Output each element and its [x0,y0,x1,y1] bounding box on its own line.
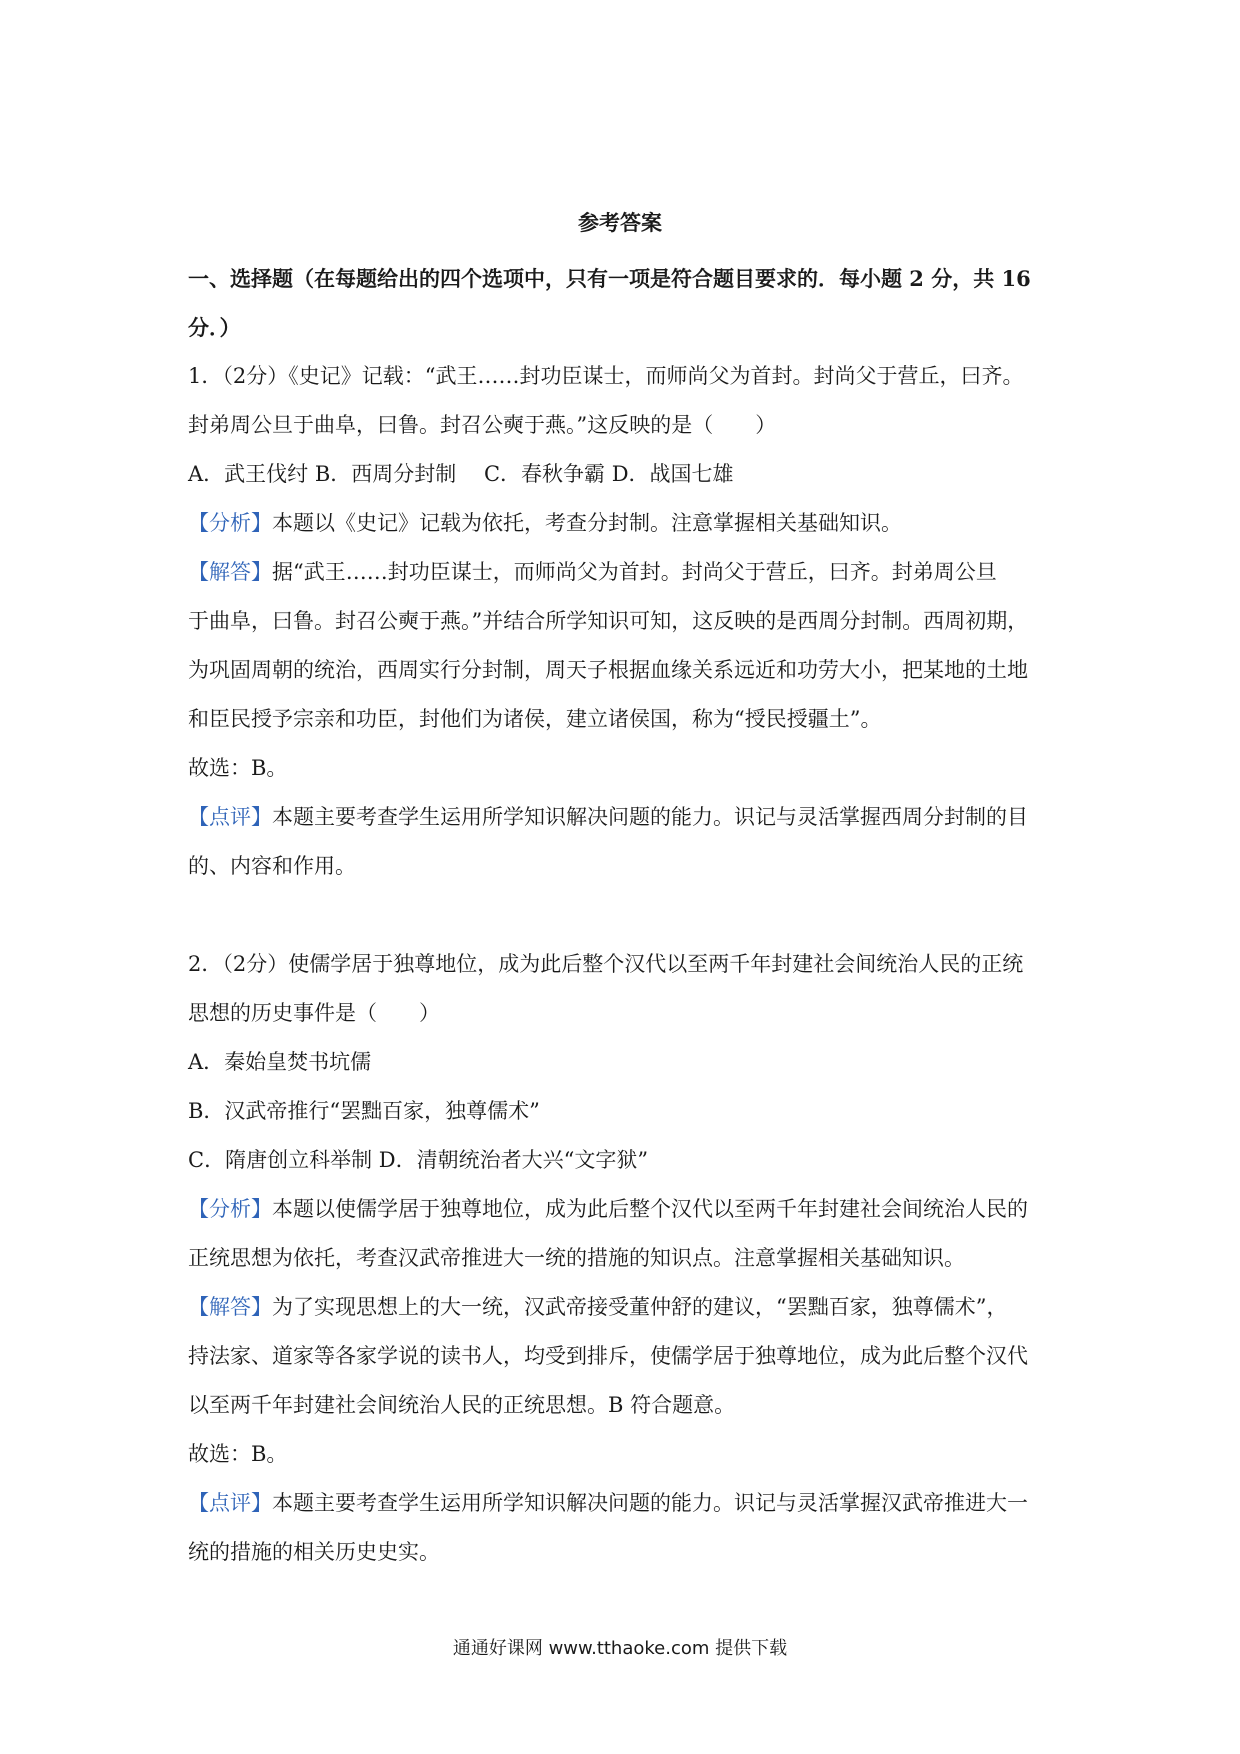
analysis-tag: 【分析】 [188,511,272,535]
spacer [188,891,1056,940]
q2-answer-line2: 持法家、道家等各家学说的读书人，均受到排斥，使儒学居于独尊地位，成为此后整个汉代 [188,1344,1028,1368]
q2-stem-cont: 思想的历史事件是（ ） [188,1001,440,1025]
comment-tag: 【点评】 [188,805,272,829]
section-heading-cont: 分．） [188,315,241,340]
q1-answer-line2: 于曲阜，曰鲁。封召公奭于燕。”并结合所学知识可知，这反映的是西周分封制。西周初期， [188,609,1029,633]
q1-comment [188,793,1056,842]
q2-analysis-line2: 正统思想为依托，考查汉武帝推进大一统的措施的知识点。注意掌握相关基础知识。 [188,1246,965,1270]
answer-tag: 【解答】 [188,560,272,584]
q1-analysis [188,499,1056,548]
q2-answer [188,1283,1056,1332]
answer-content [188,254,1056,1577]
q1-options: A．武王伐纣 B．西周分封制 C．春秋争霸 D．战国七雄 [188,462,734,486]
q2-analysis [188,1185,1056,1234]
q2-stem: 2．（2分）使儒学居于独尊地位，成为此后整个汉代以至两千年封建社会间统治人民的正统 [188,952,1024,976]
q2-option-cd: C．隋唐创立科举制 D．清朝统治者大兴“文字狱” [188,1148,649,1172]
q1-comment-line2: 的、内容和作用。 [188,854,356,878]
q2-option-b: B．汉武帝推行“罢黜百家，独尊儒术” [188,1099,540,1123]
q1-answer-text: 据“武王……封功臣谋士，而师尚父为首封。封尚父于营丘，曰齐。封弟周公旦 [272,560,997,584]
page-footer: 通通好课网 www.tthaoke.com 提供下载 [452,1638,788,1659]
q1-comment-text: 本题主要考查学生运用所学知识解决问题的能力。识记与灵活掌握西周分封制的目 [272,805,1028,829]
q2-answer-text: 为了实现思想上的大一统，汉武帝接受董仲舒的建议，“罢黜百家，独尊儒术”， [272,1295,1008,1319]
answer-tag: 【解答】 [188,1295,272,1319]
q1-stem: 1．（2分）《史记》记载：“武王……封功臣谋士，而师尚父为首封。封尚父于营丘，曰齐。 [188,364,1024,388]
comment-tag: 【点评】 [188,1491,272,1515]
q1-analysis-text: 本题以《史记》记载为依托，考查分封制。注意掌握相关基础知识。 [272,511,902,535]
q2-comment-text: 本题主要考查学生运用所学知识解决问题的能力。识记与灵活掌握汉武帝推进大一 [272,1491,1028,1515]
q2-option-a: A．秦始皇焚书坑儒 [188,1050,372,1074]
q2-choice: 故选：B。 [188,1442,288,1466]
analysis-tag: 【分析】 [188,1197,272,1221]
q2-analysis-text: 本题以使儒学居于独尊地位，成为此后整个汉代以至两千年封建社会间统治人民的 [272,1197,1028,1221]
page-title: 参考答案 [578,210,662,235]
q1-answer-line3: 为巩固周朝的统治，西周实行分封制，周天子根据血缘关系远近和功劳大小，把某地的土地 [188,658,1028,682]
q2-answer-line3: 以至两千年封建社会间统治人民的正统思想。B 符合题意。 [188,1393,736,1417]
q2-comment-line2: 统的措施的相关历史史实。 [188,1540,440,1564]
q1-stem-cont: 封弟周公旦于曲阜，曰鲁。封召公奭于燕。”这反映的是（ ） [188,413,777,437]
q1-answer [188,548,1056,597]
q2-comment [188,1479,1056,1528]
q1-answer-line4: 和臣民授予宗亲和功臣，封他们为诸侯，建立诸侯国，称为“授民授疆土”。 [188,707,882,731]
q1-choice: 故选：B。 [188,756,288,780]
section-heading: 一、选择题（在每题给出的四个选项中，只有一项是符合题目要求的．每小题 2 分，共 16 [188,266,1031,291]
